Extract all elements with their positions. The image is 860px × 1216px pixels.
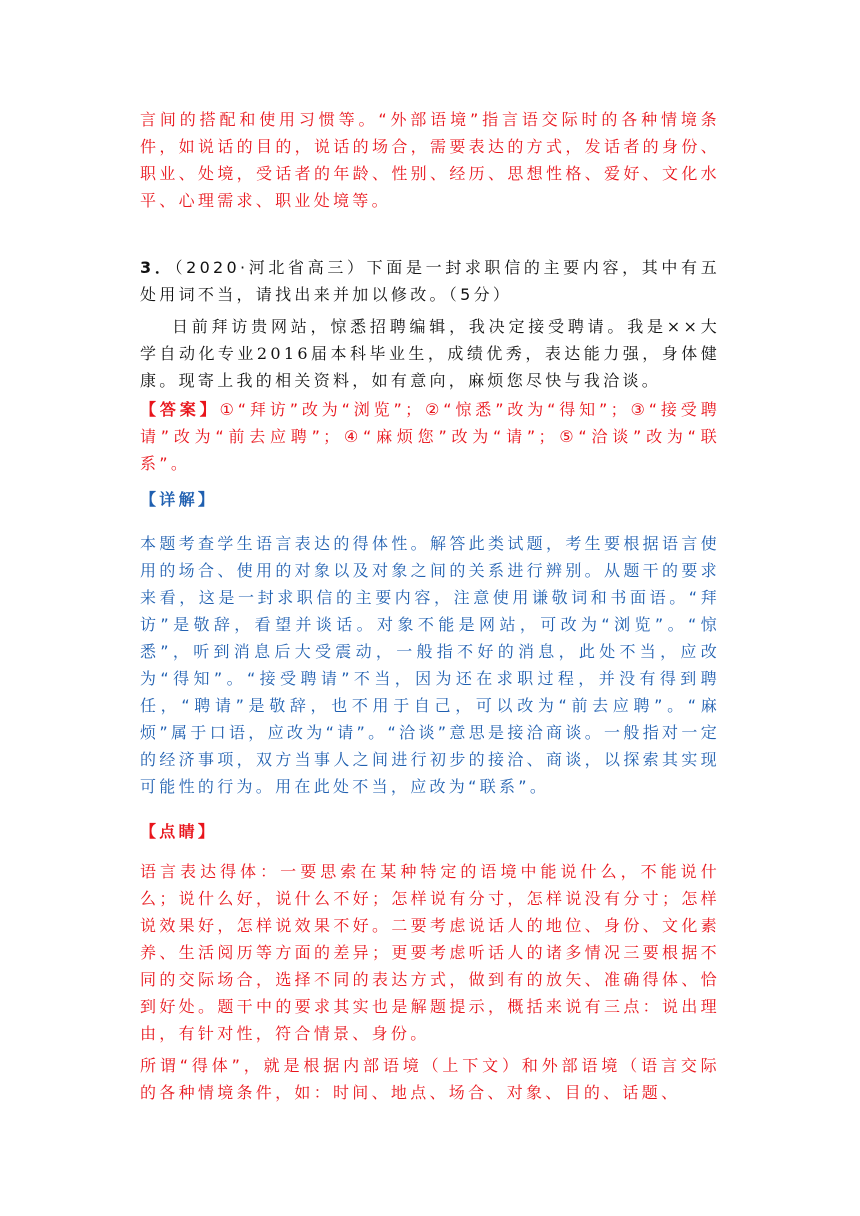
tip-text-2: 所谓“得体”，就是根据内部语境（上下文）和外部语境（语言交际的各种情境条件，如：时间、地点、场合、对象、目的、话题、 bbox=[140, 1056, 720, 1102]
job-letter: 日前拜访贵网站，惊悉招聘编辑，我决定接受聘请。我是××大学自动化专业2016届本科毕业生，成绩优秀，表达能力强，身体健康。现寄上我的相关资料，如有意向，麻烦您尽快与我洽谈。 bbox=[140, 317, 720, 390]
answer bbox=[140, 396, 720, 477]
question-number: 3． bbox=[140, 258, 175, 277]
tip-text-1: 语言表达得体：一要思索在某种特定的语境中能说什么，不能说什么；说什么好，说什么不好；怎样说有分寸，怎样说没有分寸；怎样说效果好，怎样说效果不好。二要考虑说话人的地位、身份、文化素养、生活阅历等方面的差异；更要考虑听话人的诸多情况三要根据不同的交际场合，选择不同的表达方式，做到有的放矢、准确得体、恰到好处。题干中的要求其实也是解题提示，概括来说有三点：说出理由，有针对性，符合情景、身份。 bbox=[140, 862, 720, 1043]
detail-heading: 【详解】 bbox=[140, 490, 218, 509]
answer-label: 【答案】 bbox=[140, 400, 220, 419]
question-3 bbox=[140, 254, 720, 308]
document-page bbox=[140, 0, 720, 1216]
detail-text: 本题考查学生语言表达的得体性。解答此类试题，考生要根据语言使用的场合、使用的对象以及对象之间的关系进行辨别。从题干的要求来看，这是一封求职信的主要内容，注意使用谦敬词和书面语。“拜访”是敬辞，看望并谈话。对象不能是网站，可改为“浏览”。“惊悉”，听到消息后大受震动，一般指不好的消息，此处不当，应改为“得知”。“接受聘请”不当，因为还在求职过程，并没有得到聘任，“聘请”是敬辞，也不用于自己，可以改为“前去应聘”。“麻烦”属于口语，应改为“请”。“洽谈”意思是接洽商谈。一般指对一定的经济事项，双方当事人之间进行初步的接洽、商谈，以探索其实现可能性的行为。用在此处不当，应改为“联系”。 bbox=[140, 534, 720, 796]
tip-heading: 【点睛】 bbox=[140, 822, 218, 841]
answer-text: ①“拜访”改为“浏览”；②“惊悉”改为“得知”；③“接受聘请”改为“前去应聘”；④“麻烦您”改为“请”；⑤“洽谈”改为“联系”。 bbox=[140, 400, 720, 473]
question-text: （2020·河北省高三）下面是一封求职信的主要内容，其中有五处用词不当，请找出来并加以修改。（5分） bbox=[140, 258, 720, 304]
paragraph-top: 言间的搭配和使用习惯等。“外部语境”指言语交际时的各种情境条件，如说话的目的，说话的场合，需要表达的方式，发话者的身份、职业、处境，受话者的年龄、性别、经历、思想性格、爱好、文化水平、心理需求、职业处境等。 bbox=[140, 110, 720, 210]
